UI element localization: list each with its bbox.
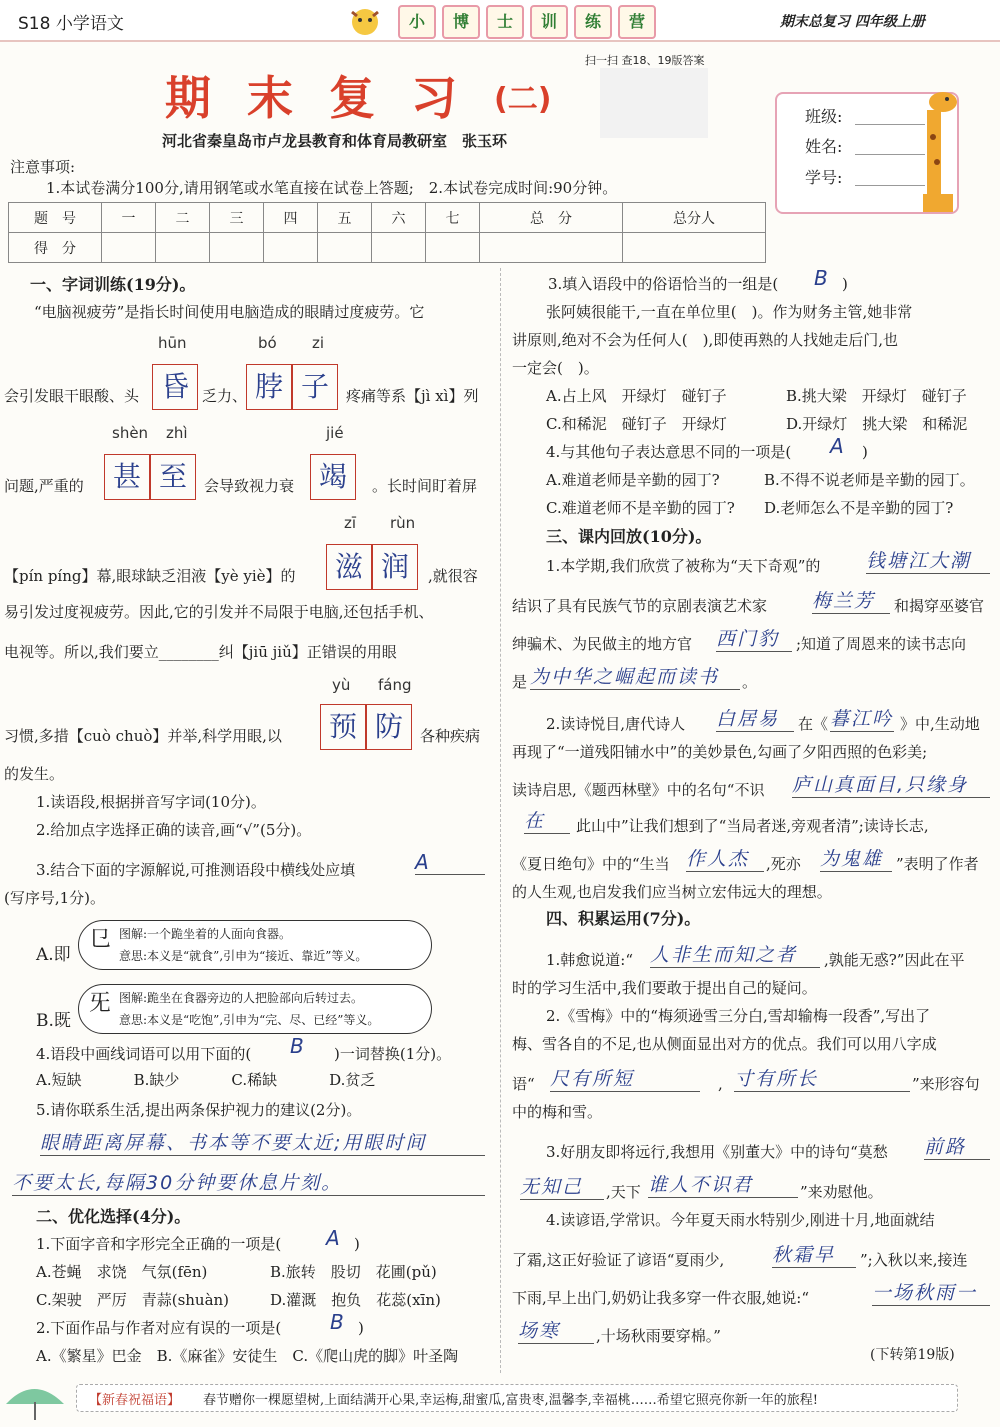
right-question-4-tail: ) [862,443,868,461]
pinyin-jie: jié [326,424,344,442]
section-3-title: 三、课内回放(10分)。 [546,527,712,546]
score-cell: 四 [264,203,318,233]
question-3: 3.结合下面的字源解说,可推测语段中横线处应填 [36,861,356,879]
passage-row-2-mid: 会导致视力衰 [204,477,295,495]
question-3-tail: (写序号,1分)。 [4,889,106,907]
passage-line-2: 易引发过度视疲劳。因此,它的引发并不局限于电脑,还包括手机、 [4,603,434,621]
column-divider [500,268,501,1373]
s4-2-line-e: ”来形容句 [912,1075,980,1093]
option-b-meaning: 意思:本义是“吃饱”,引申为“完、尽、已经”等义。 [119,1013,380,1027]
score-cell[interactable] [480,233,623,263]
question-4-option: A.短缺 [36,1071,82,1089]
option-a-bubble [78,920,432,970]
camp-char-3: 训 [530,5,568,39]
q4-option-b: B.不得不说老师是辛勤的园丁。 [764,471,975,489]
choice-1-option-b: B.旅转 股切 花圃(pǔ) [270,1263,437,1281]
question-4-option: D.贫乏 [329,1071,376,1089]
score-cell[interactable] [622,233,765,263]
score-cell: 总分人 [622,203,765,233]
s4-2-line-d: , [718,1075,723,1093]
q4-option-a: A.难道老师是辛勤的园丁? [546,471,720,489]
camp-char-0: 小 [398,5,436,39]
s4-3-answer-1[interactable]: 前路 [924,1132,990,1160]
option-a-meaning: 意思:本义是“就食”,引申为“接近、靠近”等义。 [119,949,368,963]
question-4-option: C.稀缺 [231,1071,278,1089]
right-question-3-answer[interactable]: B [814,266,830,290]
option-a-diagram: 图解:一个跪坐着的人面向食器。 [119,927,292,941]
pinyin-shen: shèn [112,424,149,442]
scan-note: 扫一扫 查18、19版答案 [585,54,705,67]
s3-2-answer-2[interactable]: 暮江吟 [830,704,894,732]
answer-box-hun[interactable]: 昏 [152,364,198,410]
s3-2-answer-6[interactable]: 为鬼雄 [820,844,892,872]
q3-option-d: D.开绿灯 挑大梁 和稀泥 [786,415,968,433]
s4-4-answer-1[interactable]: 秋霜早 [772,1240,856,1268]
s4-2-line-b: 梅、雪各自的不足,也从侧面显出对方的优点。我们可以用八字成 [512,1035,937,1053]
umbrella-icon [0,1380,70,1420]
answer-box-bozi[interactable]: 脖 子 [246,364,338,410]
s4-2-answer-1[interactable]: 尺有所短 [550,1064,700,1092]
right-question-4: 4.与其他句子表达意思不同的一项是( [546,443,792,461]
passage-row-1-pre: 会引发眼干眼酸、头 [4,387,140,405]
s3-1-answer-3[interactable]: 西门豹 [716,624,792,652]
page-code: S18 小学语文 [18,14,124,34]
s3-2-line-d: 再现了“一道残阳铺水中”的美妙景色,勾画了夕阳西照的色彩美; [512,743,928,761]
choice-question-1-answer[interactable]: A [326,1226,342,1250]
section-4-title: 四、积累运用(7分)。 [546,909,701,928]
pinyin-zi2: zī [344,514,357,532]
camp-char-4: 练 [574,5,612,39]
s4-3-line-a: 3.好朋友即将远行,我想用《别董大》中的诗句“莫愁 [546,1143,888,1161]
score-row-2 [9,233,766,263]
s3-2-line-a: 2.读诗悦目,唐代诗人 [546,715,686,733]
s4-4-line-e: ,十场秋雨要穿棉。” [596,1327,721,1345]
camp-char-1: 博 [442,5,480,39]
s4-2-line-c: 语“ [512,1075,535,1093]
s3-2-line-h: ,死亦 [766,855,801,873]
camp-char-5: 营 [618,5,656,39]
pinyin-zi: zi [312,334,325,352]
question-4-option: B.缺少 [133,1071,180,1089]
s4-2-line-a: 2.《雪梅》中的“梅须逊雪三分白,雪却输梅一段香”,写出了 [546,1007,931,1025]
s4-2-answer-2[interactable]: 寸有所长 [734,1064,910,1092]
s4-1-answer[interactable]: 人非生而知之者 [650,940,820,968]
choice-question-2-tail: ) [358,1319,364,1337]
question-4-options [36,1066,375,1094]
s3-1-line-g: 。 [742,673,758,691]
question-2: 2.给加点字选择正确的读音,画“√”(5分)。 [36,821,312,839]
qr-code-area[interactable] [600,68,708,138]
s3-2-answer-1[interactable]: 白居易 [716,704,794,732]
s4-3-answer-2[interactable]: 无知己 [520,1172,604,1200]
question-5-answer-line-1[interactable]: 眼睛距离屏幕、书本等不要太近;用眼时间 [40,1128,485,1156]
q3-option-a: A.占上风 开绿灯 碰钉子 [546,387,727,405]
s3-2-answer-5[interactable]: 作人杰 [686,844,764,872]
right-question-4-answer[interactable]: A [830,434,846,458]
s3-1-line-d: 绅骗术、为民做主的地方官 [512,635,693,653]
notes-heading: 注意事项: [10,158,76,176]
score-cell: 得 分 [9,233,102,263]
page-title: 期 末 复 习 [165,71,468,125]
right-question-3-tail: ) [842,275,848,293]
s4-4-line-d: 下雨,早上出门,奶奶让我多穿一件衣服,她说:“ [512,1289,810,1307]
choice-1-option-a: A.苍蝇 求饶 气氛(fēn) [36,1263,208,1281]
s3-2-line-i: ”表明了作者 [896,855,979,873]
header-right-text: 期末总复习 四年级上册 [780,14,925,30]
option-b-diagram: 图解:跪坐在食器旁边的人把脸部向后转过去。 [119,991,364,1005]
s4-1-line-a: 1.韩愈说道:“ [546,951,634,969]
question-5-answer-line-2[interactable]: 不要太长,每隔30分钟要休息片刻。 [12,1168,485,1196]
s4-2-line-f: 中的梅和雪。 [512,1103,603,1121]
author-line: 河北省秦皇岛市卢龙县教育和体育局教研室 张玉环 [162,132,508,150]
passage-line-3: 电视等。所以,我们要立________纠【jiū jiǔ】正错误的用眼 [4,643,397,661]
passage-row-4-post: 各种疾病 [420,727,481,745]
answer-box-jie[interactable]: 竭 [310,454,356,500]
question-4-answer[interactable]: B [290,1034,306,1058]
s4-4-line-c: ”;入秋以来,接连 [860,1251,968,1269]
score-cell: 七 [426,203,480,233]
pinyin-zhi: zhì [166,424,188,442]
giraffe-icon [915,82,965,214]
score-cell[interactable] [372,233,426,263]
choice-question-2-answer[interactable]: B [330,1310,346,1334]
class-label: 班级: [805,107,843,126]
s3-1-line-c: 和揭穿巫婆官 [894,597,985,615]
question-3-answer[interactable]: A [415,850,485,875]
s4-4-line-a: 4.读谚语,学常识。今年夏天雨水特别少,刚进十月,地面就结 [546,1211,935,1229]
question-4-tail: )一词替换(1分)。 [334,1045,452,1063]
passage-row-1-mid: 乏力、 [202,387,248,405]
section-2-title: 二、优化选择(4分)。 [36,1207,191,1226]
s4-3-answer-3[interactable]: 谁人不识君 [648,1170,798,1198]
option-b-label: B.既 [36,1011,71,1031]
footer-bar [0,1380,1000,1414]
notes-line: 1.本试卷满分100分,请用钢笔或水笔直接在试卷上答题; 2.本试卷完成时间:90分钟。 [46,179,618,197]
option-b-bubble [78,984,432,1034]
footer-text: 春节赠你一棵愿望树,上面结满开心果,幸运梅,甜蜜瓜,富贵枣,温馨李,幸福桃……希望它照亮你新一年的旅程! [203,1393,819,1408]
s3-1-line-b: 结识了具有民族气节的京剧表演艺术家 [512,597,768,615]
choice-1-option-c: C.架驶 严厉 青蒜(shuàn) [36,1291,230,1309]
score-cell: 五 [318,203,372,233]
s3-2-line-e: 读诗启思,《题西林壁》中的名句“不识 [512,781,765,799]
s3-1-answer-2[interactable]: 梅兰芳 [812,586,890,614]
score-cell: 题 号 [9,203,102,233]
s4-3-line-c: ”来劝慰他。 [800,1183,883,1201]
option-a-label: A.即 [36,945,71,965]
s3-2-line-f: 此山中”让我们想到了“当局者迷,旁观者清”;读诗长志, [576,817,929,835]
answer-box-shenzhi[interactable]: 甚 至 [104,454,196,500]
s4-1-line-b: ,孰能无惑?”因此在平 [824,951,965,969]
score-cell: 总 分 [480,203,623,233]
answer-box-yufang[interactable]: 预 防 [320,704,412,750]
score-cell: 三 [210,203,264,233]
section-1-title: 一、字词训练(19分)。 [30,275,196,294]
choice-question-2: 2.下面作品与作者对应有误的一项是( [36,1319,282,1337]
q3-passage-2: 讲原则,绝对不会为任何人( ),即使再熟的人找她走后门,也 [512,331,899,349]
score-row-1 [9,203,766,233]
s3-1-line-e: ;知道了周恩来的读书志向 [796,635,967,653]
camp-char-2: 士 [486,5,524,39]
character-glyph-jii-icon: 旡 [89,991,112,1016]
student-id-label: 学号: [805,168,843,187]
s3-2-answer-3[interactable]: 庐山真面目,只缘身 [792,770,990,798]
s3-1-answer-1[interactable]: 钱塘江大潮 [866,546,990,574]
answer-box-zirun[interactable]: 滋 润 [326,544,418,590]
question-1: 1.读语段,根据拼音写字词(10分)。 [36,793,266,811]
top-bar [0,0,1000,42]
passage-line-1: “电脑视疲劳”是指长时间使用电脑造成的眼睛过度疲劳。它 [34,303,425,321]
q4-option-c: C.难道老师不是辛勤的园丁? [546,499,735,517]
s3-1-answer-4[interactable]: 为中华之崛起而读书 [530,662,740,690]
score-cell[interactable] [102,233,156,263]
s4-4-line-b: 了霜,这正好验证了谚语“夏雨少, [512,1251,725,1269]
pinyin-run: rùn [390,514,416,532]
camp-title [398,5,656,39]
bull-mascot-icon [345,4,385,38]
score-table [8,202,766,263]
score-cell: 二 [156,203,210,233]
s3-2-line-b: 在《 [798,715,829,733]
passage-line-4: 的发生。 [4,765,65,783]
score-cell: 一 [102,203,156,233]
s3-2-line-c: 》中,生动地 [900,715,980,733]
pinyin-bo: bó [258,334,277,352]
s4-3-line-b: ,天下 [606,1183,641,1201]
character-glyph-ji-icon: 㔾 [89,927,112,952]
s3-1-line-a: 1.本学期,我们欣赏了被称为“天下奇观”的 [546,557,821,575]
pinyin-fang: fáng [378,676,412,694]
footer-banner [76,1384,958,1412]
s3-2-line-g: 《夏日绝句》中的“生当 [512,855,670,873]
s4-4-answer-3[interactable]: 场寒 [518,1316,594,1344]
q3-option-c: C.和稀泥 碰钉子 开绿灯 [546,415,727,433]
score-cell[interactable] [264,233,318,263]
passage-row-2-post: 。长时间盯着屏 [372,477,478,495]
q3-passage-1: 张阿姨很能干,一直在单位里( )。作为财务主管,她非常 [546,303,913,321]
s3-1-line-f: 是 [512,673,528,691]
score-cell[interactable] [318,233,372,263]
choice-2-options: A.《繁星》巴金 B.《麻雀》安徒生 C.《爬山虎的脚》叶圣陶 [36,1347,459,1365]
passage-row-2-pre: 问题,严重的 [4,477,84,495]
score-cell: 六 [372,203,426,233]
title-paren: (二) [494,82,552,117]
s3-2-answer-4[interactable]: 在 [524,806,570,834]
choice-1-option-d: D.灌溉 抱负 花蕊(xīn) [270,1291,441,1309]
passage-row-4-pre: 习惯,多措【cuò chuò】并举,科学用眼,以 [4,727,282,745]
s3-2-line-j: 的人生观,也启发我们应当树立宏伟远大的理想。 [512,883,832,901]
continued-note: (下转第19版) [870,1347,955,1363]
pinyin-yu: yù [332,676,351,694]
right-question-3: 3.填入语段中的俗语恰当的一组是( [548,275,779,293]
s4-1-line-c: 时的学习生活中,我们要敢于提出自己的疑问。 [512,979,817,997]
question-4: 4.语段中画线词语可以用下面的( [36,1045,252,1063]
score-cell[interactable] [156,233,210,263]
q4-option-d: D.老师怎么不是辛勤的园丁? [764,499,954,517]
passage-row-1-post: 疼痛等系【jì xì】列 [346,387,479,405]
score-cell[interactable] [426,233,480,263]
choice-question-1: 1.下面字音和字形完全正确的一项是( [36,1235,282,1253]
name-label: 姓名: [805,137,843,156]
q3-passage-3: 一定会( )。 [512,359,599,377]
passage-row-3-post: ,就很容 [428,567,478,585]
footer-label: 【新春祝福语】 [89,1393,181,1408]
question-5: 5.请你联系生活,提出两条保护视力的建议(2分)。 [36,1101,362,1119]
pinyin-hun: hūn [158,334,187,352]
q3-option-b: B.挑大梁 开绿灯 碰钉子 [786,387,967,405]
passage-row-3-pre: 【pín píng】幕,眼球缺乏泪液【yè yiè】的 [4,567,296,585]
s4-4-answer-2[interactable]: 一场秋雨一 [872,1278,990,1306]
choice-question-1-tail: ) [354,1235,360,1253]
score-cell[interactable] [210,233,264,263]
